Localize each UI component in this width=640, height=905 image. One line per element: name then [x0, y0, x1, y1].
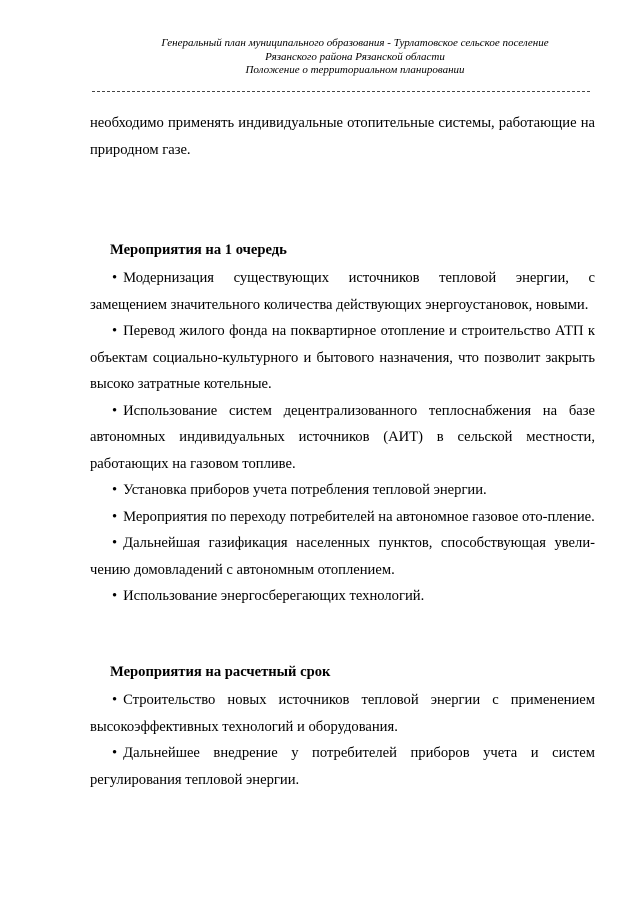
list-item: • Мероприятия по переходу потребителей на автономное газовое ото-пление. — [90, 504, 595, 531]
section-1-list — [90, 265, 595, 610]
section-1-title: Мероприятия на 1 очередь — [110, 242, 287, 258]
list-item: • Модернизация существующих источников тепловой энергии, с замещением значительного количества действующих энергоустановок, новыми. — [90, 265, 595, 318]
intro-paragraph: необходимо применять индивидуальные отопительные системы, работающие на природном газе. — [90, 115, 595, 158]
list-item: • Дальнейшее внедрение у потребителей приборов учета и систем регулирования тепловой энергии. — [90, 740, 595, 793]
list-item: • Использование энергосберегающих технологий. — [90, 583, 595, 610]
list-item: • Строительство новых источников тепловой энергии с применением высокоэффективных технологий и оборудования. — [90, 687, 595, 740]
list-item: • Использование систем децентрализованного теплоснабжения на базе автономных индивидуальных источников (АИТ) в сельской местности, работающих на газовом топливе. — [90, 398, 595, 478]
list-item: • Установка приборов учета потребления тепловой энергии. — [90, 477, 595, 504]
header-divider — [92, 91, 590, 92]
header-line-1: Генеральный план муниципального образования - Турлатовское сельское поселение — [161, 37, 549, 49]
section-2-title: Мероприятия на расчетный срок — [110, 664, 331, 680]
header-line-2: Рязанского района Рязанской области — [265, 50, 445, 63]
page-header — [105, 37, 605, 78]
list-item: • Дальнейшая газификация населенных пунктов, способствующая увели-чению домовладений с автономным отоплением. — [90, 530, 595, 583]
list-item: • Перевод жилого фонда на поквартирное отопление и строительство АТП к объектам социально-культурного и бытового назначения, что позволит закрыть высоко затратные котельные. — [90, 318, 595, 398]
section-2-list — [90, 687, 595, 793]
header-line-3: Положение о территориальном планировании — [245, 64, 465, 76]
